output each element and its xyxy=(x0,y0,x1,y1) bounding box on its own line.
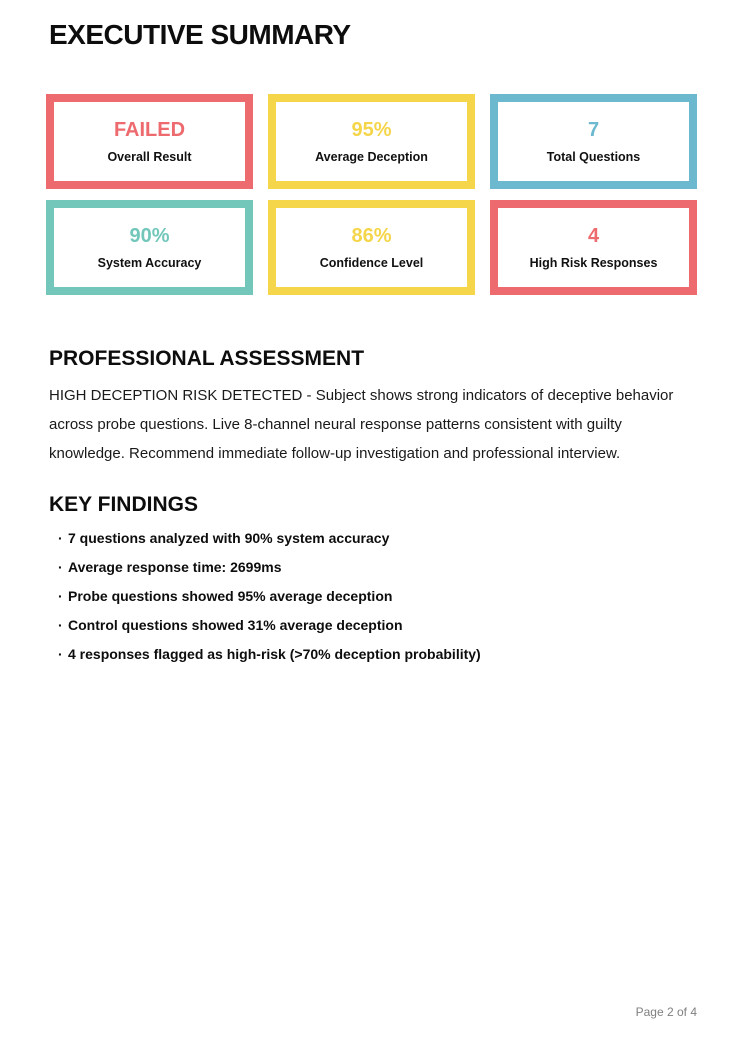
stat-label-high-risk-responses: High Risk Responses xyxy=(529,255,658,270)
professional-assessment-section xyxy=(46,348,697,468)
stat-card-overall-result xyxy=(46,94,253,189)
stat-card-high-risk-responses xyxy=(490,200,697,295)
stat-value-system-accuracy: 90% xyxy=(129,224,170,247)
stat-value-total-questions: 7 xyxy=(587,118,600,141)
stat-card-total-questions xyxy=(490,94,697,189)
stat-label-confidence-level: Confidence Level xyxy=(319,255,424,270)
key-finding-item: · Average response time: 2699ms xyxy=(68,560,697,574)
page-title: EXECUTIVE SUMMARY xyxy=(49,19,351,50)
stat-card-confidence-level xyxy=(268,200,475,295)
stat-label-system-accuracy: System Accuracy xyxy=(97,255,202,270)
professional-assessment-heading: PROFESSIONAL ASSESSMENT xyxy=(49,347,365,370)
stat-label-average-deception: Average Deception xyxy=(315,149,428,164)
professional-assessment-text: HIGH DECEPTION RISK DETECTED - Subject shows strong indicators of deceptive behavior across probe questions. Live 8-channel neural response patterns consistent with guilty knowledge. Recommend immediate follow-up investigation and professional interview. xyxy=(49,387,674,462)
stat-card-average-deception xyxy=(268,94,475,189)
stat-value-high-risk-responses: 4 xyxy=(587,224,600,247)
key-findings-heading: KEY FINDINGS xyxy=(49,493,198,516)
stat-label-overall-result: Overall Result xyxy=(107,149,192,164)
summary-stats-grid xyxy=(46,94,697,295)
stat-value-average-deception: 95% xyxy=(351,118,392,141)
stat-label-total-questions: Total Questions xyxy=(546,149,641,164)
key-finding-item: · Control questions showed 31% average deception xyxy=(68,618,697,632)
key-finding-item: · Probe questions showed 95% average deception xyxy=(68,589,697,603)
stat-card-system-accuracy xyxy=(46,200,253,295)
key-finding-item: · 4 responses flagged as high-risk (>70% deception probability) xyxy=(68,647,697,661)
page-number: Page 2 of 4 xyxy=(635,1005,697,1019)
key-findings-section xyxy=(46,494,697,661)
key-findings-list xyxy=(46,531,697,661)
stat-value-overall-result: FAILED xyxy=(113,118,186,141)
stat-value-confidence-level: 86% xyxy=(351,224,392,247)
key-finding-item: · 7 questions analyzed with 90% system accuracy xyxy=(68,531,697,545)
